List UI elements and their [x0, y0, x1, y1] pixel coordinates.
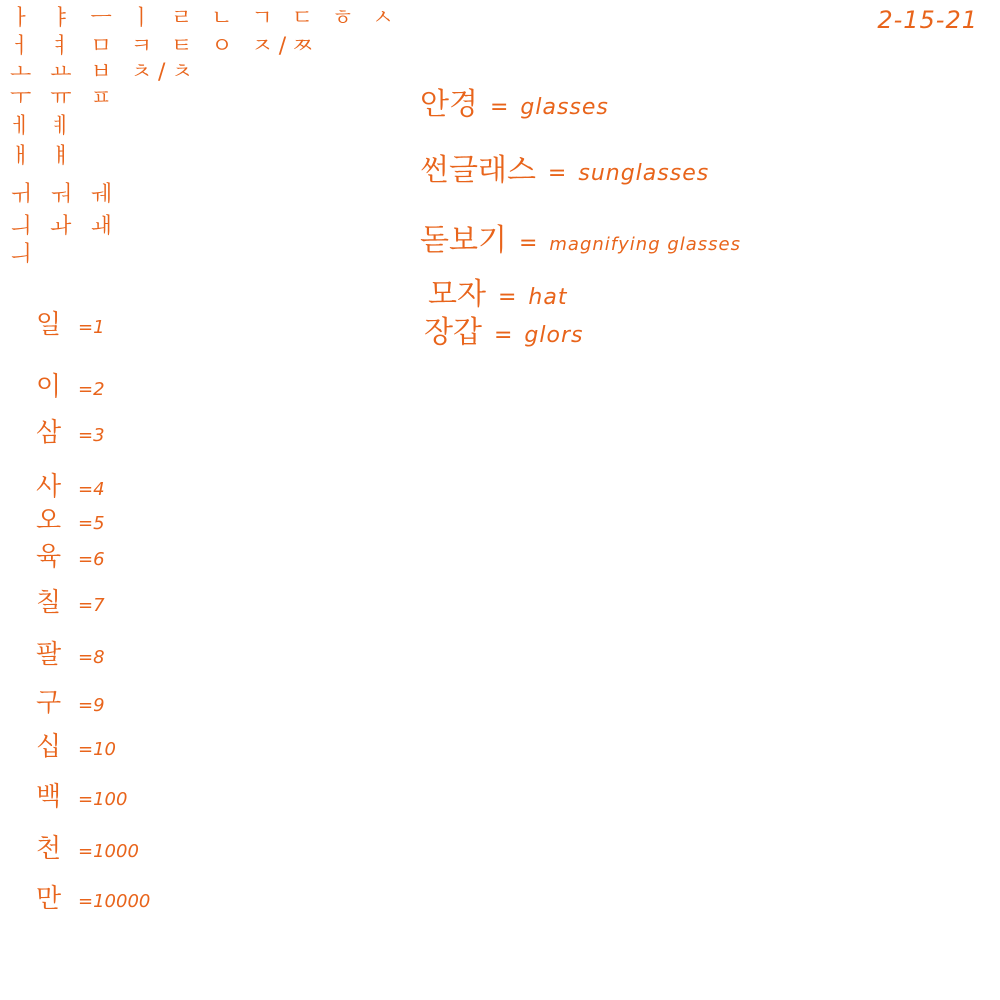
equals-sign: = [78, 739, 94, 760]
vocabulary-korean: 돋보기 [420, 223, 507, 258]
equals-sign: = [78, 595, 94, 616]
number-korean: 육 [36, 542, 62, 572]
alphabet-row: ㅢ [10, 242, 38, 267]
number-value: 10 [93, 739, 116, 760]
alphabet-row: ㅢ ㅘ ㅙ [10, 214, 118, 239]
number-entry [36, 544, 105, 570]
number-korean: 칠 [36, 588, 62, 618]
number-value: 6 [93, 549, 105, 570]
vocabulary-english: glasses [520, 95, 609, 120]
number-korean: 사 [36, 472, 62, 502]
equals-sign: = [78, 479, 94, 500]
number-korean: 오 [36, 506, 62, 536]
vocabulary-korean: 안경 [420, 87, 478, 122]
vocabulary-entry [420, 153, 710, 188]
alphabet-row: ㅏ ㅑ ㅡ ㅣ ㄹ ㄴ ㄱ ㄷ ㅎ ㅅ [10, 6, 400, 31]
alphabet-row: ㅐ ㅒ [10, 144, 78, 169]
number-korean: 이 [36, 372, 62, 402]
number-entry [36, 690, 105, 716]
equals-sign: = [493, 323, 513, 348]
number-value: 3 [93, 425, 105, 446]
vocabulary-korean: 썬글래스 [420, 153, 536, 188]
number-entry [36, 374, 105, 400]
equals-sign: = [78, 841, 94, 862]
equals-sign: = [78, 695, 94, 716]
vocabulary-english: hat [528, 285, 568, 310]
number-entry [36, 312, 105, 338]
number-korean: 십 [36, 732, 62, 762]
number-korean: 천 [36, 834, 62, 864]
number-korean: 팔 [36, 640, 62, 670]
number-value: 1000 [93, 841, 139, 862]
number-value: 1 [93, 317, 105, 338]
equals-sign: = [78, 379, 94, 400]
number-value: 10000 [93, 891, 151, 912]
number-entry [36, 474, 105, 500]
number-value: 7 [93, 595, 105, 616]
vocabulary-korean: 장갑 [424, 315, 482, 350]
equals-sign: = [78, 789, 94, 810]
vocabulary-entry [424, 315, 584, 350]
number-value: 5 [93, 513, 105, 534]
number-entry [36, 642, 105, 668]
vocabulary-korean: 모자 [428, 277, 486, 312]
number-korean: 구 [36, 688, 62, 718]
alphabet-row: ㅗ ㅛ ㅂ ㅊ/ㅊ [10, 60, 199, 85]
number-entry [36, 508, 105, 534]
number-entry [36, 590, 105, 616]
number-value: 100 [93, 789, 128, 810]
equals-sign: = [78, 513, 94, 534]
vocabulary-entry [420, 223, 742, 258]
alphabet-row: ㅟ ㅝ ㅞ [10, 182, 118, 207]
vocabulary-english: magnifying glasses [549, 234, 742, 255]
equals-sign: = [78, 647, 94, 668]
vocabulary-english: glors [524, 323, 584, 348]
vocabulary-english: sunglasses [578, 161, 710, 186]
equals-sign: = [547, 161, 567, 186]
number-entry [36, 886, 150, 912]
number-entry [36, 734, 116, 760]
number-korean: 백 [36, 782, 62, 812]
number-entry [36, 420, 105, 446]
equals-sign: = [78, 317, 94, 338]
alphabet-row: ㅓ ㅕ ㅁ ㅋ ㅌ ㅇ ㅈ/ㅉ [10, 34, 320, 59]
number-value: 9 [93, 695, 105, 716]
number-korean: 삼 [36, 418, 62, 448]
equals-sign: = [489, 95, 509, 120]
equals-sign: = [497, 285, 517, 310]
vocabulary-entry [428, 277, 568, 312]
equals-sign: = [78, 549, 94, 570]
number-entry [36, 836, 139, 862]
number-value: 4 [93, 479, 105, 500]
number-entry [36, 784, 127, 810]
vocabulary-entry [420, 87, 609, 122]
number-value: 8 [93, 647, 105, 668]
date-label: 2-15-21 [877, 6, 978, 34]
number-korean: 만 [36, 884, 62, 914]
equals-sign: = [518, 231, 538, 256]
alphabet-row: ㅔ ㅖ [10, 114, 78, 139]
equals-sign: = [78, 425, 94, 446]
number-korean: 일 [36, 310, 62, 340]
number-value: 2 [93, 379, 105, 400]
alphabet-row: ㅜ ㅠ ㅍ [10, 86, 118, 111]
equals-sign: = [78, 891, 94, 912]
